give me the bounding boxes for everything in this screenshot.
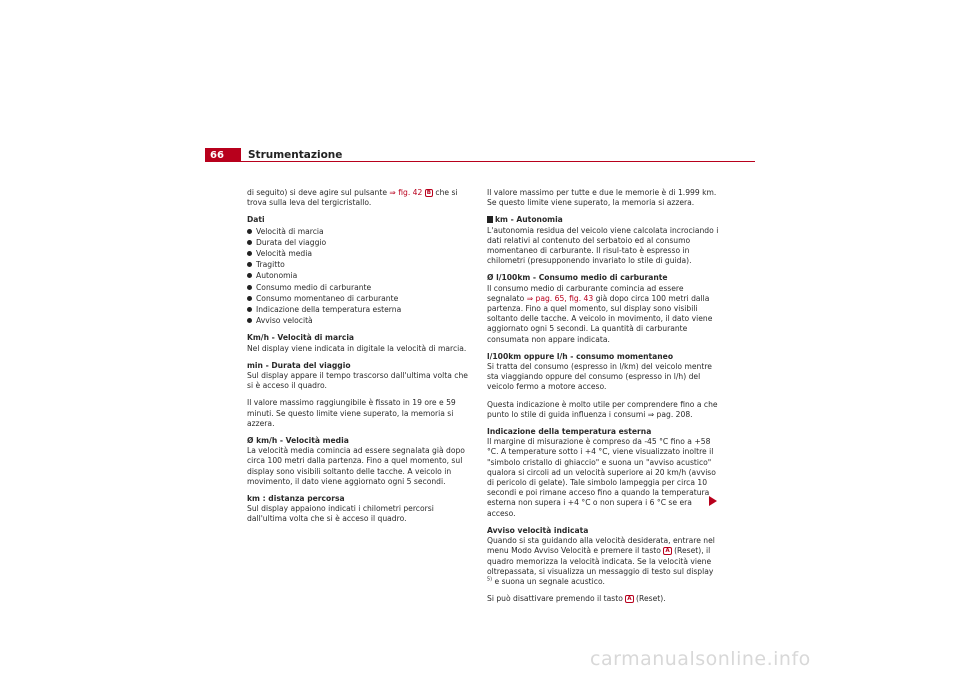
duration-limit-paragraph: Il valore massimo raggiungibile è fissato in 19 ore e 59 minuti. Se questo limite viene superato, la memoria si azzera. [247, 398, 456, 428]
list-item: Velocità di marcia [247, 226, 473, 237]
section-heading: Km/h - Velocità di marcia [247, 333, 355, 343]
list-item: Consumo medio di carburante [247, 282, 473, 293]
list-item: Velocità media [247, 248, 473, 259]
section-heading: km - Autonomia [487, 215, 719, 225]
speed-warning-section: Avviso velocità indicata Quando si sta guidando alla velocità desiderata, entrare nel menu Modo Avviso Velocità e premere il tasto A (Reset), il quadro memorizza la velocità indicata. Se la velocità viene oltrepassata, si visualizza un messaggio di testo sul display $^{5)}$ e suona un segnale acustico. [487, 526, 719, 587]
button-key-icon: A [665, 548, 670, 555]
section-heading: Avviso velocità indicata [487, 525, 589, 535]
figure-reference-link[interactable]: fig. 42 [395, 188, 423, 197]
avg-consumption-section: Ø l/100km - Consumo medio di carburante Il consumo medio di carburante comincia ad essere segnalato ⇒ pag. 65, fig. 43 già dopo circa 100 metri dalla partenza. Fino a quel momento, sul display sono visibili soltanto delle tacche. A veicolo in movimento, il dato viene aggiornato ogni 5 secondi. La quantità di carburante consumata non appare indicata. [487, 273, 719, 344]
dati-heading: Dati [247, 215, 265, 225]
reference-arrow: ⇒ [389, 188, 396, 197]
right-column [487, 188, 719, 611]
average-speed-section: Ø km/h - Velocità media La velocità media comincia ad essere segnalata già dopo circa 100 metri dalla partenza. Fino a quel momento, sul display sono visibili soltanto delle tacche. A veicolo in movimento, il dato viene aggiornato ogni 5 secondi. [247, 436, 473, 487]
header-divider [205, 161, 755, 162]
chapter-title: Strumentazione [248, 149, 343, 161]
temperature-section: Indicazione della temperatura esterna Il margine di misurazione è compreso da -45 °C fino a +58 °C. A temperature sotto i +4 °C, viene visualizzato inoltre il "simbolo cristallo di ghiaccio" e suona un "avviso acustico" qualora si circoli ad un velocità superiore ai 20 km/h (avviso di pericolo di gelate). Tale simbolo lampeggia per circa 10 secondi e poi rimane acceso fino a quando la temperatura esterna non supera i +4 °C o non supera i 6 °C se era acceso. [487, 427, 719, 519]
section-heading: l/100km oppure l/h - consumo momentaneo [487, 351, 674, 361]
list-item: Consumo momentaneo di carburante [247, 293, 473, 304]
reference-arrow: ⇒ [526, 293, 534, 303]
memory-limit-paragraph: Il valore massimo per tutte e due le memorie è di 1.999 km. Se questo limite viene superato, la memoria si azzera. [487, 188, 717, 208]
page-reference-link[interactable]: pag. 65 [533, 293, 565, 303]
list-item: Avviso velocità [247, 315, 473, 326]
speed-section: Km/h - Velocità di marcia Nel display viene indicata in digitale la velocità di marcia. [247, 333, 473, 353]
section-heading: Indicazione della temperatura esterna [487, 427, 652, 437]
driving-style-paragraph: Questa indicazione è molto utile per comprendere fino a che punto lo stile di guida influenza i consumi ⇒ pag. 208. [487, 399, 718, 419]
figure-reference-link[interactable]: fig. 43 [569, 293, 594, 303]
section-heading: min - Durata del viaggio [247, 360, 351, 370]
section-heading: Ø l/100km - Consumo medio di carburante [487, 273, 668, 283]
duration-section: min - Durata del viaggio Sul display appare il tempo trascorso dall'ultima volta che si è acceso il quadro. [247, 361, 473, 392]
section-heading: km : distanza percorsa [247, 494, 345, 504]
section-heading: Ø km/h - Velocità media [247, 436, 349, 446]
list-item: Tragitto [247, 259, 473, 270]
list-item: Autonomia [247, 270, 473, 281]
next-page-arrow-icon[interactable] [709, 496, 717, 506]
distance-section: km : distanza percorsa Sul display appaiono indicati i chilometri percorsi dall'ultima volta che si è acceso il quadro. [247, 494, 473, 525]
watermark: carmanualsonline.info [590, 648, 811, 670]
dati-list [247, 226, 473, 327]
page-number: 66 [205, 148, 241, 162]
list-item: Durata del viaggio [247, 237, 473, 248]
button-key-icon: A [627, 596, 632, 603]
list-item: Indicazione della temperatura esterna [247, 304, 473, 315]
button-key-icon: B [426, 190, 431, 196]
footnote-marker: 5) [487, 576, 493, 583]
intro-paragraph: di seguito) si deve agire sul pulsante ⇒ fig. 42 B che si trova sulla leva del tergicristallo. [247, 188, 458, 208]
disable-paragraph: Si può disattivare premendo il tasto A (Reset). [487, 594, 666, 604]
momentary-consumption-section: l/100km oppure l/h - consumo momentaneo Si tratta del consumo (espresso in l/km) del veicolo mentre sta viaggiando oppure del consumo (espresso in l/h) del veicolo fermo a motore acceso. [487, 352, 719, 393]
range-section: km - Autonomia L'autonomia residua del veicolo viene calcolata incrociando i dati relativi al contenuto del serbatoio ed al consumo momentaneo di carburante. Il risul-tato è espresso in chilometri (presupponendo invariato lo stile di guida). [487, 215, 719, 266]
fuel-pump-icon [487, 216, 493, 223]
left-column [247, 188, 473, 532]
